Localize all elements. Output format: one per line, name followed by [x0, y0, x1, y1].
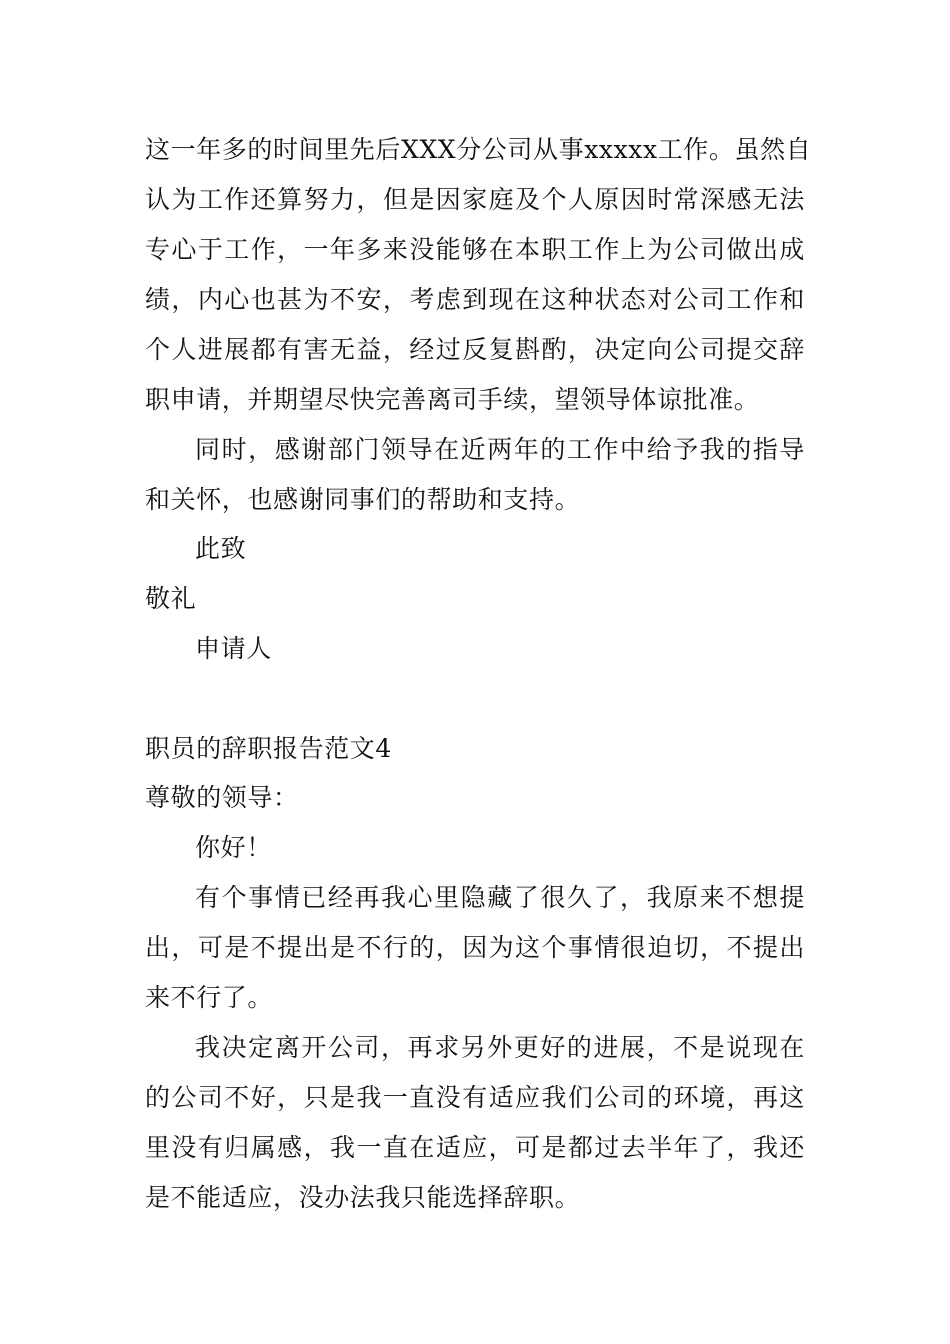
- body-text-line: 和关怀，也感谢同事们的帮助和支持。: [145, 485, 581, 514]
- signature-label: 申请人: [195, 634, 272, 663]
- body-text-line: 同时，感谢部门领导在近两年的工作中给予我的指导: [195, 435, 805, 464]
- salutation: 尊敬的领导：: [145, 783, 299, 812]
- body-text-line: 专心于工作，一年多来没能够在本职工作上为公司做出成: [145, 235, 805, 264]
- body-text-line: 里没有归属感，我一直在适应，可是都过去半年了，我还: [145, 1133, 805, 1162]
- body-text-line: 认为工作还算努力，但是因家庭及个人原因时常深感无法: [145, 185, 805, 214]
- body-text-line: 这一年多的时间里先后XXX分公司从事xxxxx工作。虽然自: [145, 135, 812, 164]
- body-text-line: 有个事情已经再我心里隐藏了很久了，我原来不想提: [195, 883, 805, 912]
- greeting: 你好！: [195, 833, 272, 862]
- body-text-line: 是不能适应，没办法我只能选择辞职。: [145, 1183, 581, 1212]
- body-text-line: 出，可是不提出是不行的，因为这个事情很迫切，不提出: [145, 933, 805, 962]
- section-title: 职员的辞职报告范文4: [145, 734, 392, 763]
- body-text-line: 个人进展都有害无益，经过反复斟酌，决定向公司提交辞: [145, 335, 805, 364]
- body-text-line: 绩，内心也甚为不安，考虑到现在这种状态对公司工作和: [145, 285, 805, 314]
- closing-phrase: 敬礼: [145, 584, 197, 613]
- body-text-line: 的公司不好，只是我一直没有适应我们公司的环境，再这: [145, 1083, 805, 1112]
- closing-phrase: 此致: [195, 534, 247, 563]
- body-text-line: 我决定离开公司，再求另外更好的进展，不是说现在: [195, 1033, 805, 1062]
- body-text-line: 职申请，并期望尽快完善离司手续，望领导体谅批准。: [145, 385, 760, 414]
- body-text-line: 来不行了。: [145, 983, 274, 1012]
